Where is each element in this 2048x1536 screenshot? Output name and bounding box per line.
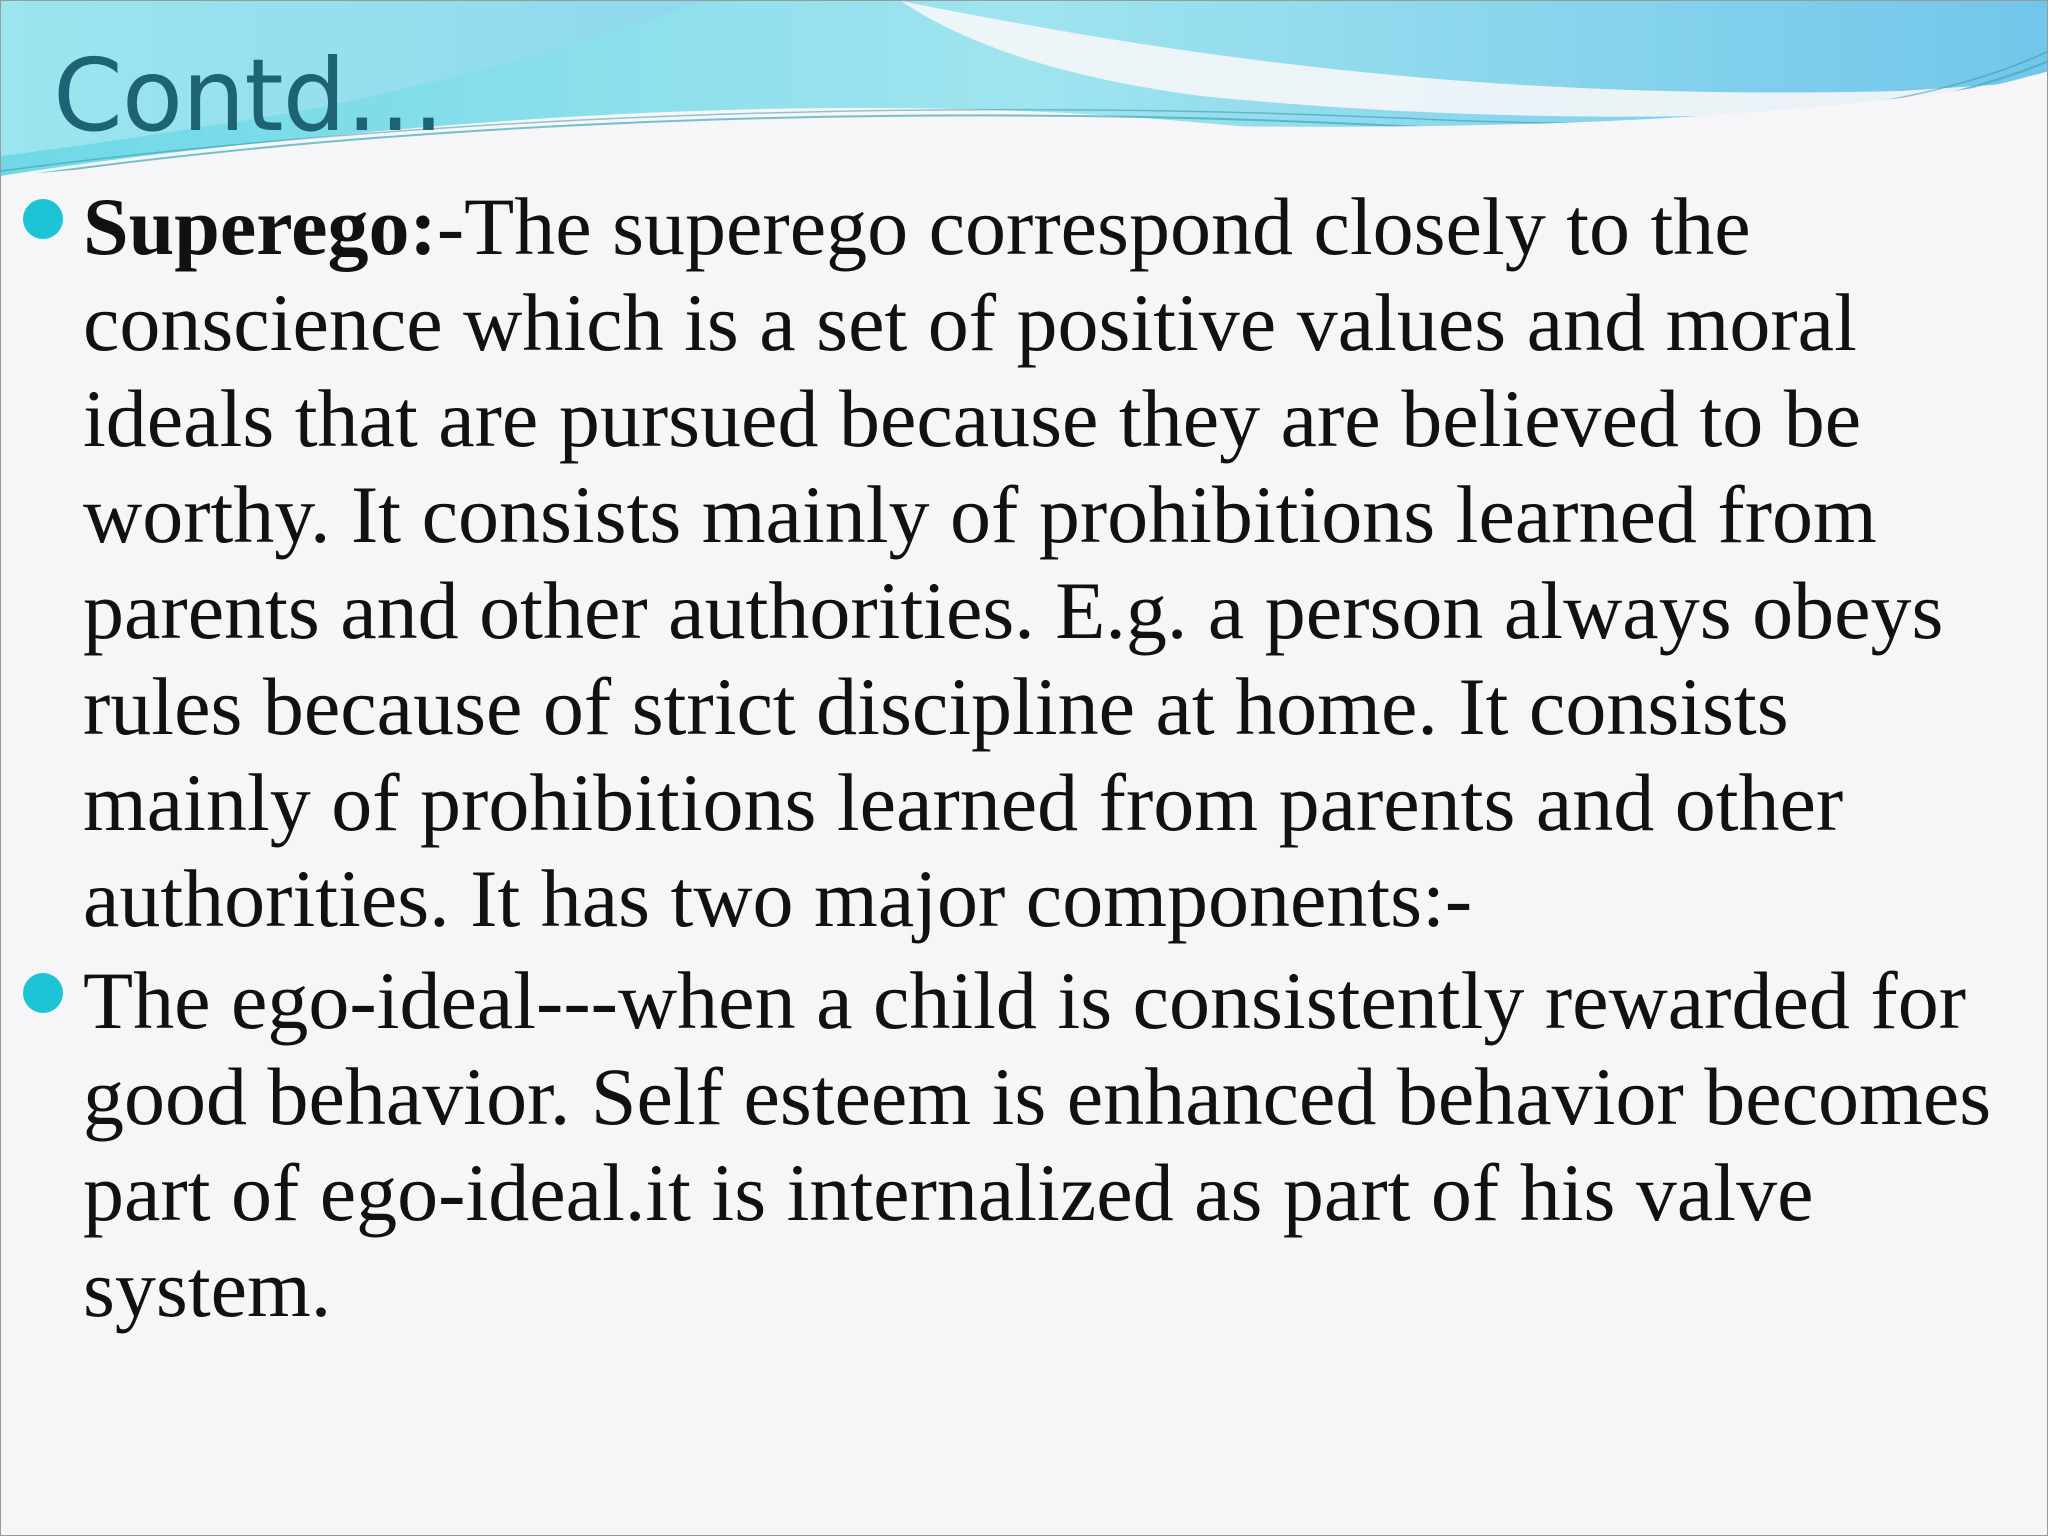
slide-body (1, 179, 2048, 1337)
bullet-term: Superego: (83, 181, 437, 272)
bullet-dot-icon (23, 199, 63, 239)
bullet-text: The ego-ideal---when a child is consistently rewarded for good behavior. Self esteem is enhanced behavior becomes part of ego-ideal.it is internalized as part of his valve system. (83, 955, 1992, 1334)
bullet-item-superego (1, 179, 2048, 947)
slide-title: Contd… (53, 37, 445, 154)
bullet-item-ego-ideal (1, 953, 2048, 1337)
bullet-text: -The superego correspond closely to the conscience which is a set of positive values and moral ideals that are pursued because they are believed to be worthy. It consists mainly of prohibitions learned from parents and other authorities. E.g. a person always obeys rules because of strict discipline at home. It consists mainly of prohibitions learned from parents and other authorities. It has two major components:- (83, 181, 1944, 944)
bullet-dot-icon (23, 973, 63, 1013)
